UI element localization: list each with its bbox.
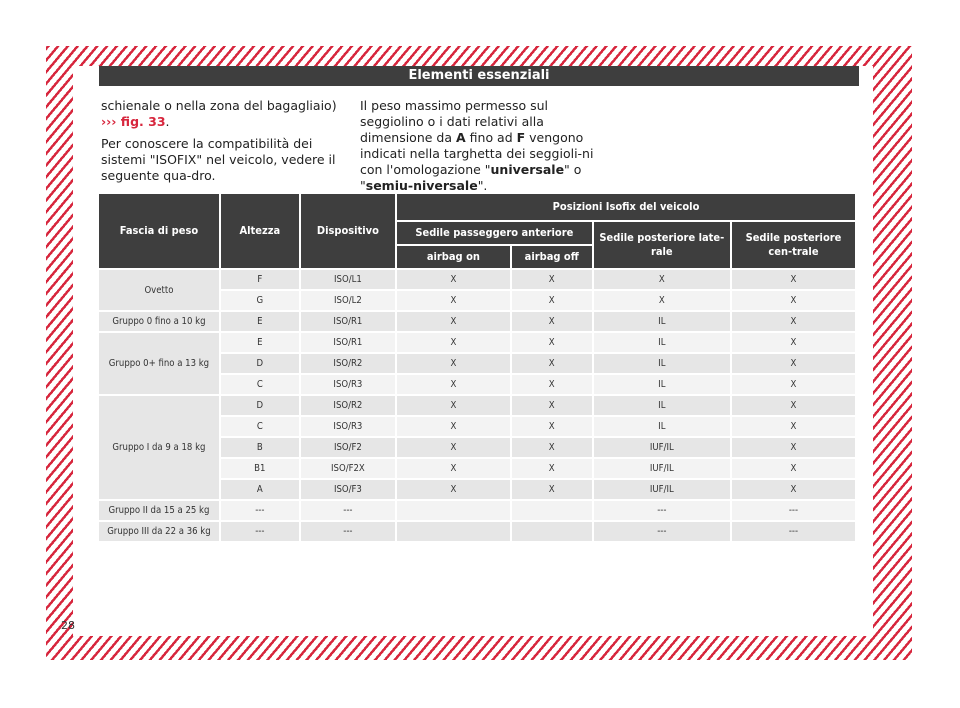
cell-airbag-on: X [397, 417, 510, 436]
cell-altezza: D [221, 396, 299, 415]
cell-dispositivo: ISO/L2 [301, 291, 395, 310]
cell-laterale: IL [594, 417, 730, 436]
cell-airbag-off: X [512, 396, 592, 415]
cell-altezza: C [221, 417, 299, 436]
group-cell: Gruppo I da 9 a 18 kg [99, 396, 219, 499]
cell-airbag-on: X [397, 270, 510, 289]
paragraph-text: Il peso massimo permesso sul seggiolino o i dati relativi alla dimensione da [360, 98, 548, 145]
table-row [99, 522, 855, 541]
paragraph-text: schienale o nella zona del bagagliaio) [101, 98, 337, 113]
cell-altezza: --- [221, 522, 299, 541]
header-airbag-on: airbag on [397, 246, 510, 268]
cell-dispositivo: ISO/R3 [301, 417, 395, 436]
cell-laterale: --- [594, 501, 730, 520]
cell-centrale: X [732, 438, 855, 457]
cell-centrale: X [732, 312, 855, 331]
cell-altezza: F [221, 270, 299, 289]
section-header: Elementi essenziali [99, 66, 859, 86]
table-row [99, 396, 855, 415]
cell-laterale: X [594, 291, 730, 310]
cell-airbag-on [397, 522, 510, 541]
group-cell: Gruppo 0+ fino a 13 kg [99, 333, 219, 394]
term-semiuniversale: semiu-niversale [365, 178, 478, 193]
cell-airbag-on [397, 501, 510, 520]
group-cell: Gruppo III da 22 a 36 kg [99, 522, 219, 541]
cell-altezza: D [221, 354, 299, 373]
group-cell: Gruppo 0 fino a 10 kg [99, 312, 219, 331]
text-column-left [101, 98, 341, 190]
cell-dispositivo: ISO/R1 [301, 312, 395, 331]
header-airbag-off: airbag off [512, 246, 592, 268]
cell-centrale: X [732, 291, 855, 310]
paragraph-text: " o " [360, 162, 582, 193]
table-row [99, 312, 855, 331]
cell-centrale: --- [732, 501, 855, 520]
cell-altezza: A [221, 480, 299, 499]
figure-reference-link[interactable]: ››› fig. 33 [101, 114, 166, 129]
cell-altezza: E [221, 312, 299, 331]
cell-dispositivo: ISO/F2 [301, 438, 395, 457]
cell-dispositivo: ISO/F2X [301, 459, 395, 478]
header-passeggero: Sedile passeggero anteriore [397, 222, 592, 244]
cell-airbag-on: X [397, 291, 510, 310]
paragraph-3 [360, 98, 608, 194]
cell-airbag-off: X [512, 312, 592, 331]
size-class-f: F [516, 130, 526, 145]
paragraph-text: fino ad [465, 130, 517, 145]
cell-centrale: X [732, 417, 855, 436]
cell-dispositivo: ISO/L1 [301, 270, 395, 289]
header-altezza: Altezza [221, 194, 299, 268]
cell-altezza: C [221, 375, 299, 394]
cell-centrale: X [732, 270, 855, 289]
cell-airbag-off: X [512, 333, 592, 352]
cell-altezza: --- [221, 501, 299, 520]
cell-laterale: IL [594, 354, 730, 373]
cell-laterale: IUF/IL [594, 480, 730, 499]
cell-airbag-off [512, 501, 592, 520]
cell-altezza: G [221, 291, 299, 310]
cell-altezza: B [221, 438, 299, 457]
text-column-right [360, 98, 608, 200]
cell-laterale: IL [594, 312, 730, 331]
cell-centrale: X [732, 480, 855, 499]
header-dispositivo: Dispositivo [301, 194, 395, 268]
group-cell: Gruppo II da 15 a 25 kg [99, 501, 219, 520]
cell-centrale: X [732, 396, 855, 415]
cell-airbag-on: X [397, 480, 510, 499]
paragraph-1 [101, 98, 341, 130]
cell-airbag-off [512, 522, 592, 541]
cell-laterale: IL [594, 396, 730, 415]
cell-laterale: IUF/IL [594, 459, 730, 478]
isofix-table [97, 192, 857, 543]
cell-airbag-on: X [397, 375, 510, 394]
cell-dispositivo: --- [301, 522, 395, 541]
cell-airbag-on: X [397, 333, 510, 352]
cell-altezza: E [221, 333, 299, 352]
cell-centrale: --- [732, 522, 855, 541]
table-row [99, 270, 855, 289]
header-centrale: Sedile posteriore cen-trale [732, 222, 855, 268]
table-row [99, 333, 855, 352]
cell-airbag-off: X [512, 480, 592, 499]
header-laterale: Sedile posteriore late-rale [594, 222, 730, 268]
cell-laterale: IL [594, 375, 730, 394]
cell-airbag-off: X [512, 438, 592, 457]
header-posizioni: Posizioni Isofix del veicolo [397, 194, 855, 220]
cell-laterale: IUF/IL [594, 438, 730, 457]
cell-laterale: X [594, 270, 730, 289]
cell-airbag-on: X [397, 396, 510, 415]
cell-laterale: IL [594, 333, 730, 352]
cell-laterale: --- [594, 522, 730, 541]
cell-altezza: B1 [221, 459, 299, 478]
cell-dispositivo: ISO/R3 [301, 375, 395, 394]
cell-dispositivo: ISO/R1 [301, 333, 395, 352]
cell-airbag-off: X [512, 375, 592, 394]
cell-centrale: X [732, 333, 855, 352]
paragraph-2: Per conoscere la compatibilità dei sistemi "ISOFIX" nel veicolo, vedere il seguente qua-dro. [101, 136, 336, 183]
cell-dispositivo: ISO/F3 [301, 480, 395, 499]
paragraph-text: ". [477, 178, 488, 193]
cell-airbag-off: X [512, 270, 592, 289]
page-number: 28 [61, 619, 75, 632]
term-universale: universale [490, 162, 565, 177]
cell-airbag-off: X [512, 417, 592, 436]
size-class-a: A [455, 130, 466, 145]
group-cell: Ovetto [99, 270, 219, 310]
cell-airbag-off: X [512, 459, 592, 478]
paragraph-text: . [165, 114, 170, 129]
cell-dispositivo: ISO/R2 [301, 354, 395, 373]
cell-airbag-on: X [397, 438, 510, 457]
cell-centrale: X [732, 375, 855, 394]
cell-centrale: X [732, 459, 855, 478]
paragraph-text: vengono indicati nella targhetta dei seggioli-ni con l'omologazione " [360, 130, 594, 177]
cell-dispositivo: --- [301, 501, 395, 520]
cell-airbag-off: X [512, 354, 592, 373]
cell-airbag-on: X [397, 354, 510, 373]
cell-dispositivo: ISO/R2 [301, 396, 395, 415]
cell-airbag-on: X [397, 312, 510, 331]
table-row [99, 501, 855, 520]
cell-centrale: X [732, 354, 855, 373]
cell-airbag-on: X [397, 459, 510, 478]
header-fascia: Fascia di peso [99, 194, 219, 268]
cell-airbag-off: X [512, 291, 592, 310]
